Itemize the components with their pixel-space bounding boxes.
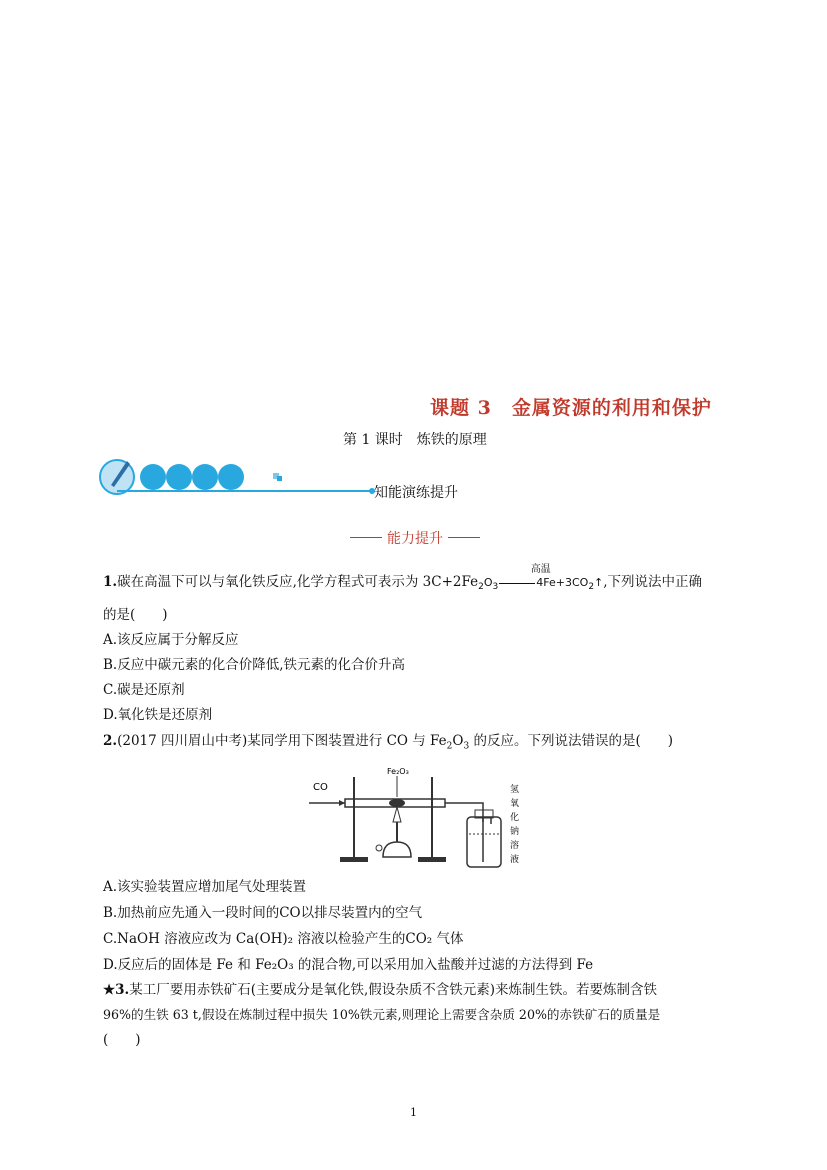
svg-text:钠: 钠 — [510, 827, 520, 837]
q1-option-c[interactable]: C.碳是还原剂 — [103, 682, 185, 698]
svg-text:氧: 氧 — [510, 799, 520, 809]
q3-stem-line3: ( ) — [103, 1032, 141, 1048]
chemical-equation: $_2O_3$ 高温 $4Fe+3CO_2↑$ — [478, 564, 604, 593]
svg-text:化: 化 — [510, 813, 520, 823]
page-number: 1 — [410, 1106, 417, 1119]
q2-option-b[interactable]: B.加热前应先通入一段时间的CO以排尽装置内的空气 — [103, 905, 423, 921]
q3-stem-line2: 96%的生铁 63 t,假设在炼制过程中损失 10%铁元素,则理论上需要含杂质 20%的赤铁矿石的质量是 — [103, 1007, 661, 1022]
q1-option-d[interactable]: D.氧化铁是还原剂 — [103, 707, 213, 723]
q1-option-a[interactable]: A.该反应属于分解反应 — [103, 632, 239, 648]
q1-number: 1. — [103, 574, 118, 590]
q3-stem-line1: ★3.某工厂要用赤铁矿石(主要成分是氧化铁,假设杂质不含铁元素)来炼制生铁。若要炼制含铁 — [103, 982, 658, 998]
q1-stem-line2: 的是( ) — [103, 607, 168, 623]
svg-text:液: 液 — [510, 855, 520, 865]
q2-option-c[interactable]: C.NaOH 溶液应改为 Ca(OH)₂ 溶液以检验产生的CO₂ 气体 — [103, 931, 464, 947]
q1-option-b[interactable]: B.反应中碳元素的化合价降低,铁元素的化合价升高 — [103, 657, 406, 673]
q2-option-a[interactable]: A.该实验装置应增加尾气处理装置 — [103, 879, 307, 895]
svg-text:氢: 氢 — [510, 785, 520, 795]
q1-stem: 1.碳在高温下可以与氧化铁反应,化学方程式可表示为 $3C+2Fe_2O_3$ 高温 $4Fe+3CO_2↑$,下列说法中正确 — [103, 572, 702, 597]
lesson-title: 课题 3 金属资源的利用和保护 — [430, 397, 712, 419]
q2-stem: 2.(2017 四川眉山中考)某同学用下图装置进行 CO 与 $Fe_2O_3$ 的反应。下列说法错误的是( ) — [103, 733, 674, 752]
banner-label: 知能演练提升 — [374, 485, 458, 501]
q2-option-d[interactable]: D.反应后的固体是 Fe 和 Fe₂O₃ 的混合物,可以采用加入盐酸并过滤的方法得到 Fe — [103, 957, 594, 973]
q3-number: ★3. — [103, 982, 130, 998]
apparatus-figure — [305, 762, 527, 872]
svg-text:溶: 溶 — [510, 841, 520, 851]
section-heading: 能力提升 — [350, 528, 480, 548]
co-label: CO — [313, 782, 328, 793]
naoh-solution-label — [510, 783, 519, 865]
lesson-subtitle: 第 1 课时 炼铁的原理 — [343, 432, 487, 448]
fe2o3-label: Fe₂O₃ — [387, 767, 409, 776]
q2-number: 2. — [103, 733, 118, 749]
